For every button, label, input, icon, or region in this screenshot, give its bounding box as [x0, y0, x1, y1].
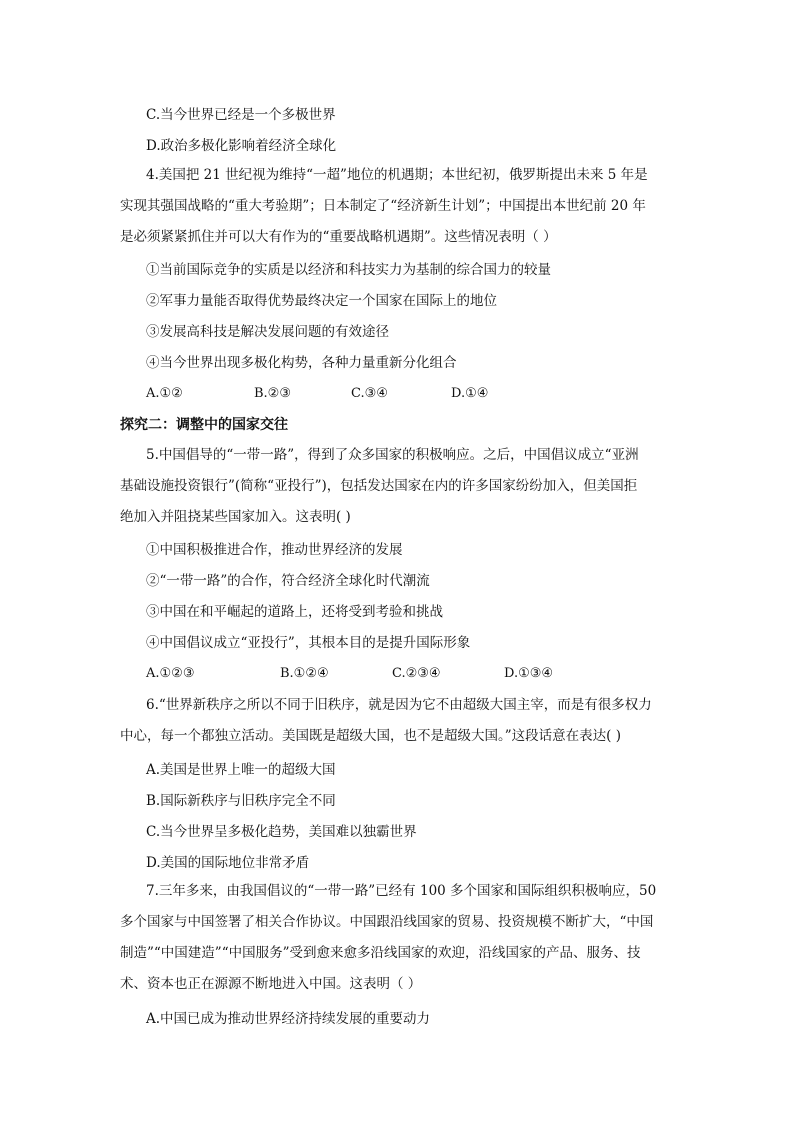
q4-stem-line-1: 4.美国把 21 世纪视为维持“一超”地位的机遇期；本世纪初，俄罗斯提出未来 5 年是	[146, 167, 648, 183]
q7-stem-line-2: 多个国家与中国签署了相关合作协议。中国跟沿线国家的贸易、投资规模不断扩大，“中国	[120, 914, 654, 930]
q3-option-d: D.政治多极化影响着经济全球化	[146, 138, 337, 154]
q4-choice-d: D.①④	[451, 386, 489, 401]
q4-item-4: ④当今世界出现多极化构势，各种力量重新分化组合	[146, 355, 457, 371]
q5-choices	[146, 664, 553, 684]
q6-stem-line-2: 中心，每一个都独立活动。美国既是超级大国，也不是超级大国。”这段话意在表达( )	[120, 728, 621, 744]
q6-stem-line-1: 6.“世界新秩序之所以不同于旧秩序，就是因为它不由超级大国主宰，而是有很多权力	[146, 697, 652, 713]
q5-stem-line-2: 基础设施投资银行”(简称“亚投行”)，包括发达国家在内的许多国家纷纷加入，但美国拒	[120, 478, 638, 494]
q7-stem-line-3: 制造”“中国建造”“中国服务”受到愈来愈多沿线国家的欢迎，沿线国家的产品、服务、技	[120, 945, 641, 961]
q3-option-c: C.当今世界已经是一个多极世界	[146, 107, 336, 123]
q4-item-3: ③发展高科技是解决发展问题的有效途径	[146, 324, 389, 340]
q7-stem-line-1: 7.三年多来，由我国倡议的“一带一路”已经有 100 多个国家和国际组织积极响应，50	[146, 883, 657, 899]
q5-item-3: ③中国在和平崛起的道路上，还将受到考验和挑战	[146, 604, 443, 620]
q4-choice-c: C.③④	[351, 386, 388, 401]
q4-choice-b: B.②③	[254, 386, 291, 401]
q4-item-1: ①当前国际竞争的实质是以经济和科技实力为基制的综合国力的较量	[146, 262, 551, 278]
q6-option-a: A.美国是世界上唯一的超级大国	[146, 762, 336, 778]
q7-stem-line-4: 术、资本也正在源源不断地进入中国。这表明（ ）	[120, 976, 422, 992]
q5-item-1: ①中国积极推进合作，推动世界经济的发展	[146, 542, 403, 558]
q4-choices	[146, 384, 488, 404]
q7-option-a: A.中国已成为推动世界经济持续发展的重要动力	[146, 1011, 431, 1027]
q4-stem-line-3: 是必须紧紧抓住并可以大有作为的“重要战略机遇期”。这些情况表明（ ）	[120, 229, 557, 245]
q4-stem-line-2: 实现其强国战略的“重大考验期”；日本制定了“经济新生计划”；中国提出本世纪前 20 年	[120, 198, 646, 214]
q4-stem	[120, 160, 675, 253]
q5-stem-line-3: 绝加入并阻挠某些国家加入。这表明( )	[120, 509, 351, 525]
q6-stem	[120, 690, 675, 752]
q5-stem-line-1: 5.中国倡导的“一带一路”，得到了众多国家的积极响应。之后，中国倡议成立“亚洲	[146, 447, 639, 463]
q5-stem	[120, 440, 675, 533]
q6-option-c: C.当今世界呈多极化趋势，美国难以独霸世界	[146, 824, 417, 840]
q5-item-2: ②“一带一路”的合作，符合经济全球化时代潮流	[146, 573, 430, 589]
q6-option-d: D.美国的国际地位非常矛盾	[146, 855, 310, 871]
q6-option-b: B.国际新秩序与旧秩序完全不同	[146, 793, 336, 809]
q5-item-4: ④中国倡议成立“亚投行”，其根本目的是提升国际形象	[146, 635, 471, 651]
q5-choice-a: A.①②③	[146, 666, 195, 681]
q5-choice-b: B.①②④	[280, 666, 329, 681]
q5-choice-d: D.①③④	[504, 666, 554, 681]
q7-stem	[120, 876, 675, 1000]
q4-item-2: ②军事力量能否取得优势最终决定一个国家在国际上的地位	[146, 293, 497, 309]
q4-choice-a: A.①②	[146, 386, 183, 401]
section-heading: 探究二：调整中的国家交往	[120, 417, 288, 433]
q5-choice-c: C.②③④	[392, 666, 441, 681]
